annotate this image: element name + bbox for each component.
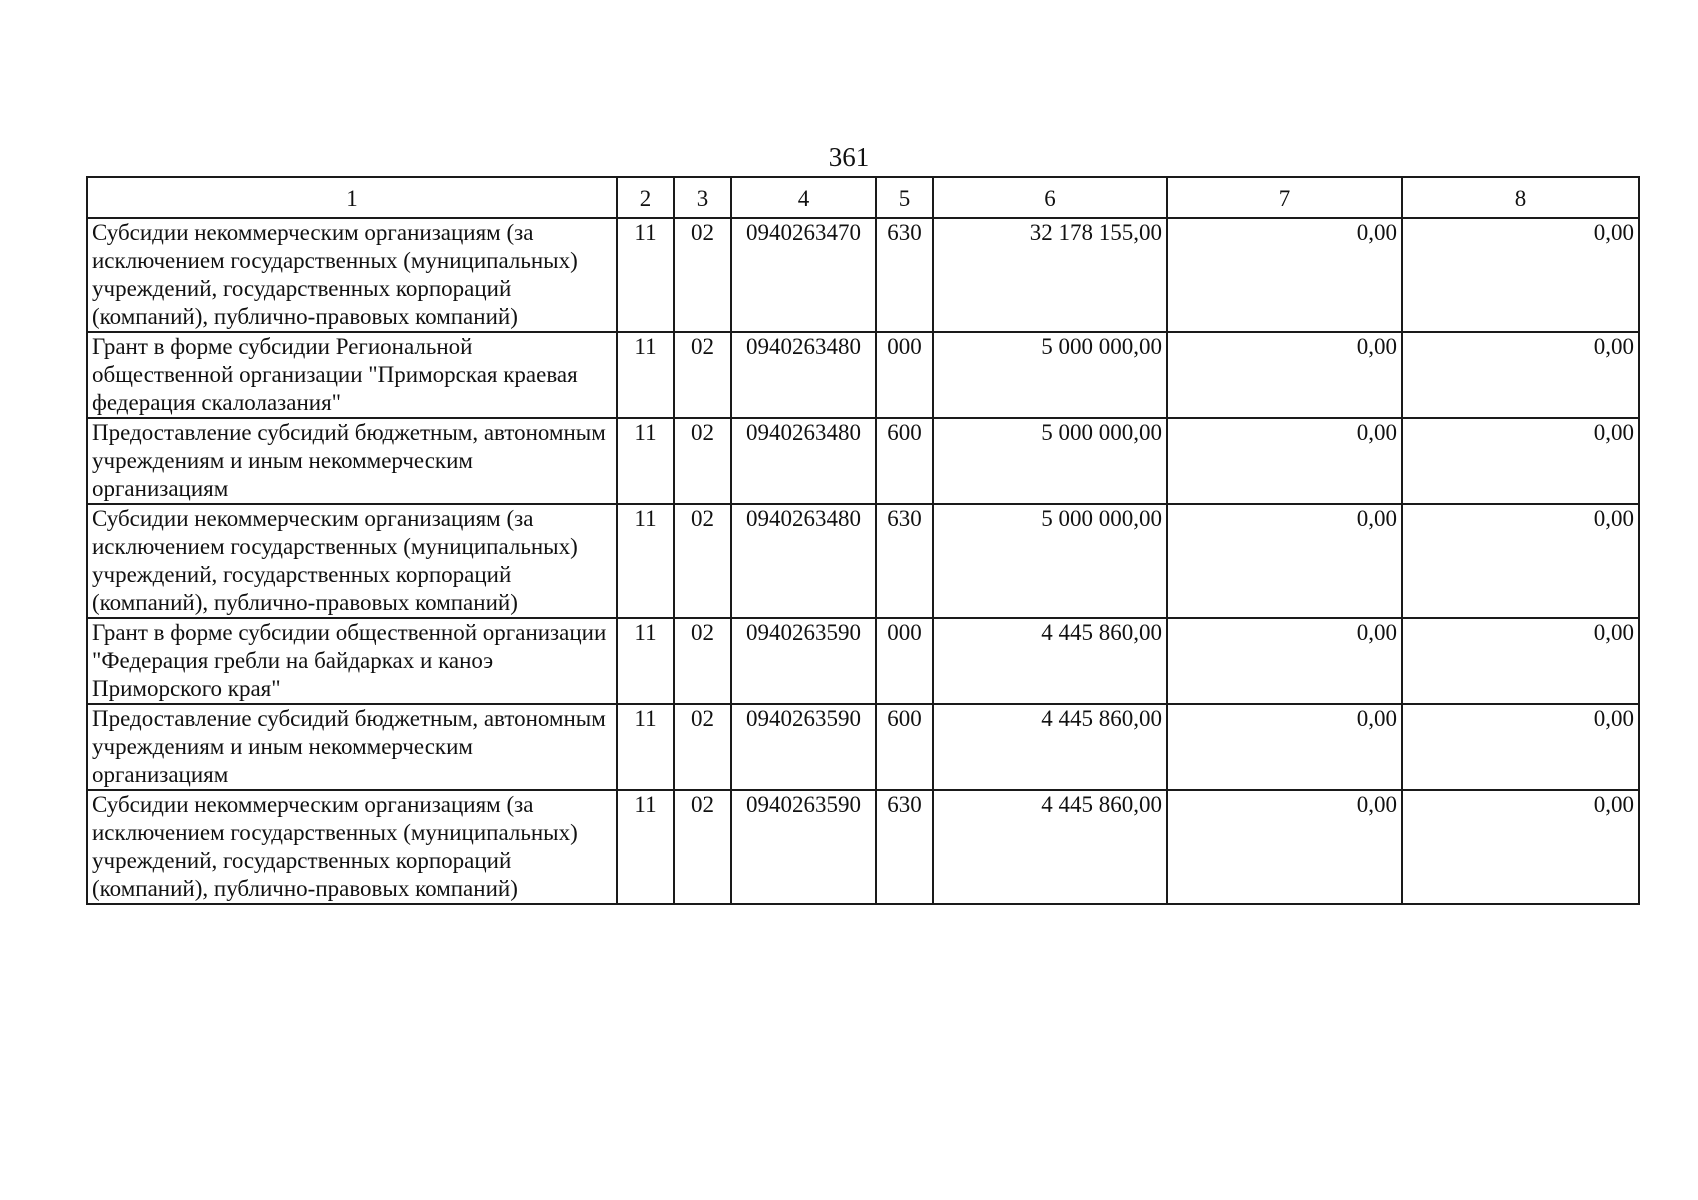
row-csr: 0940263480 — [731, 332, 876, 418]
row-rz: 11 — [617, 418, 674, 504]
header-col-8: 8 — [1402, 177, 1639, 218]
table-row — [87, 790, 1639, 904]
row-amount-7: 0,00 — [1167, 618, 1402, 704]
row-rz: 11 — [617, 618, 674, 704]
row-amount-6: 5 000 000,00 — [933, 418, 1167, 504]
row-rz: 11 — [617, 218, 674, 332]
row-description: Субсидии некоммерческим организациям (за исключением государственных (муниципальных) учреждений, государственных корпораций (компаний), публично-правовых компаний) — [87, 504, 617, 618]
row-csr: 0940263590 — [731, 704, 876, 790]
row-amount-8: 0,00 — [1402, 218, 1639, 332]
table-row — [87, 704, 1639, 790]
row-csr: 0940263590 — [731, 618, 876, 704]
header-col-4: 4 — [731, 177, 876, 218]
row-amount-6: 5 000 000,00 — [933, 504, 1167, 618]
row-vr: 000 — [876, 332, 933, 418]
row-amount-6: 4 445 860,00 — [933, 704, 1167, 790]
row-vr: 630 — [876, 218, 933, 332]
table-row — [87, 418, 1639, 504]
budget-table — [86, 176, 1640, 905]
row-csr: 0940263470 — [731, 218, 876, 332]
page-number: 361 — [828, 142, 870, 172]
header-col-7: 7 — [1167, 177, 1402, 218]
row-amount-6: 4 445 860,00 — [933, 618, 1167, 704]
table-row — [87, 332, 1639, 418]
row-rz: 11 — [617, 332, 674, 418]
row-amount-8: 0,00 — [1402, 418, 1639, 504]
row-rz: 11 — [617, 504, 674, 618]
row-amount-8: 0,00 — [1402, 790, 1639, 904]
row-pr: 02 — [674, 704, 731, 790]
row-amount-8: 0,00 — [1402, 618, 1639, 704]
header-col-2: 2 — [617, 177, 674, 218]
row-amount-7: 0,00 — [1167, 418, 1402, 504]
row-description: Предоставление субсидий бюджетным, автономным учреждениям и иным некоммерческим организациям — [87, 418, 617, 504]
table-row — [87, 504, 1639, 618]
row-pr: 02 — [674, 218, 731, 332]
row-description: Субсидии некоммерческим организациям (за исключением государственных (муниципальных) учреждений, государственных корпораций (компаний), публично-правовых компаний) — [87, 790, 617, 904]
row-amount-7: 0,00 — [1167, 218, 1402, 332]
row-vr: 000 — [876, 618, 933, 704]
table-body — [87, 218, 1639, 904]
row-csr: 0940263590 — [731, 790, 876, 904]
row-rz: 11 — [617, 704, 674, 790]
row-description: Субсидии некоммерческим организациям (за исключением государственных (муниципальных) учреждений, государственных корпораций (компаний), публично-правовых компаний) — [87, 218, 617, 332]
row-csr: 0940263480 — [731, 418, 876, 504]
row-description: Предоставление субсидий бюджетным, автономным учреждениям и иным некоммерческим организациям — [87, 704, 617, 790]
row-pr: 02 — [674, 418, 731, 504]
row-rz: 11 — [617, 790, 674, 904]
row-amount-7: 0,00 — [1167, 504, 1402, 618]
header-col-3: 3 — [674, 177, 731, 218]
table-row — [87, 618, 1639, 704]
header-row — [87, 177, 1639, 218]
row-description: Грант в форме субсидии общественной организации "Федерация гребли на байдарках и каноэ Приморского края" — [87, 618, 617, 704]
row-amount-6: 4 445 860,00 — [933, 790, 1167, 904]
header-col-1: 1 — [87, 177, 617, 218]
row-amount-6: 32 178 155,00 — [933, 218, 1167, 332]
row-pr: 02 — [674, 332, 731, 418]
row-vr: 630 — [876, 790, 933, 904]
row-amount-8: 0,00 — [1402, 332, 1639, 418]
row-amount-8: 0,00 — [1402, 504, 1639, 618]
row-vr: 600 — [876, 704, 933, 790]
row-csr: 0940263480 — [731, 504, 876, 618]
header-col-5: 5 — [876, 177, 933, 218]
row-vr: 600 — [876, 418, 933, 504]
row-amount-7: 0,00 — [1167, 704, 1402, 790]
row-pr: 02 — [674, 790, 731, 904]
row-amount-7: 0,00 — [1167, 790, 1402, 904]
row-pr: 02 — [674, 504, 731, 618]
row-description: Грант в форме субсидии Региональной общественной организации "Приморская краевая федерация скалолазания" — [87, 332, 617, 418]
row-amount-8: 0,00 — [1402, 704, 1639, 790]
row-pr: 02 — [674, 618, 731, 704]
table-header — [87, 177, 1639, 218]
header-col-6: 6 — [933, 177, 1167, 218]
table-row — [87, 218, 1639, 332]
row-vr: 630 — [876, 504, 933, 618]
row-amount-7: 0,00 — [1167, 332, 1402, 418]
row-amount-6: 5 000 000,00 — [933, 332, 1167, 418]
